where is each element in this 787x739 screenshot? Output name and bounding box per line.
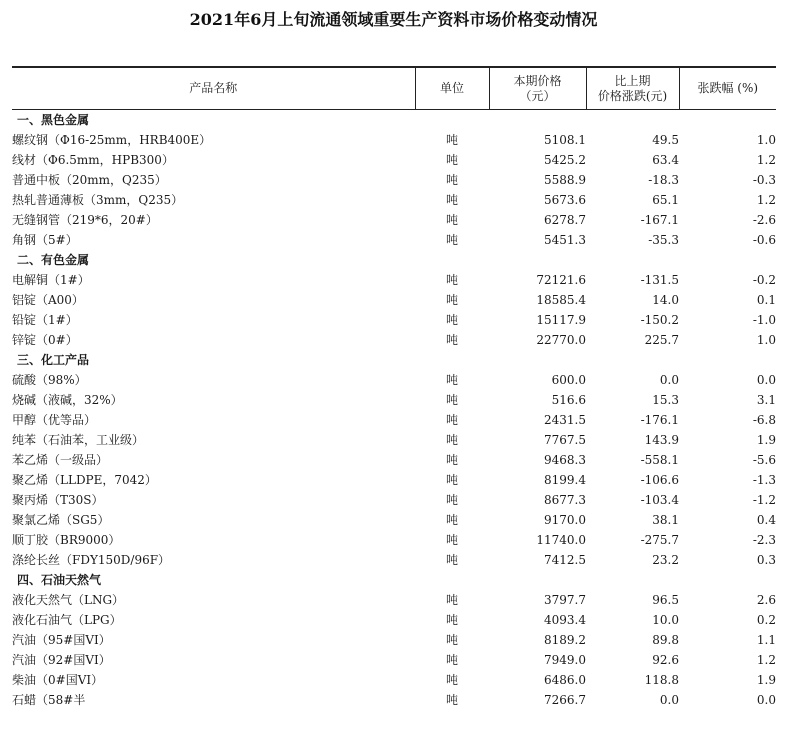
- product-name-cell: 涤纶长丝（FDY150D/96F）: [12, 553, 171, 567]
- header-change-percent: 张跌幅 (%): [679, 67, 776, 110]
- product-name-cell: 热轧普通薄板（3mm，Q235）: [12, 193, 184, 207]
- current-price-cell: 8677.3: [544, 493, 586, 507]
- price-change-cell: -176.1: [640, 413, 679, 427]
- current-price-cell: 3797.7: [544, 593, 586, 607]
- price-change-cell: 118.8: [644, 673, 679, 687]
- product-name-cell: 螺纹钢（Φ16-25mm，HRB400E）: [12, 133, 212, 147]
- current-price-cell: 72121.6: [536, 273, 586, 287]
- product-name-cell: 聚丙烯（T30S）: [12, 493, 104, 507]
- product-name-cell: 普通中板（20mm，Q235）: [12, 173, 167, 187]
- change-percent-cell: 1.2: [756, 153, 776, 167]
- current-price-cell: 5588.9: [544, 173, 586, 187]
- current-price-cell: 7266.7: [544, 693, 586, 707]
- price-change-cell: -35.3: [648, 233, 679, 247]
- change-percent-cell: -1.3: [752, 473, 776, 487]
- unit-cell: 吨: [445, 373, 458, 387]
- table-row: [12, 230, 776, 250]
- product-name-cell: 硫酸（98%）: [12, 373, 87, 387]
- table-header-row: [12, 67, 776, 110]
- current-price-cell: 22770.0: [536, 333, 586, 347]
- table-row: [12, 370, 776, 390]
- table-row: [12, 550, 776, 570]
- product-name-cell: 铅锭（1#）: [12, 313, 78, 327]
- header-product-name: 产品名称: [12, 67, 415, 110]
- unit-cell: 吨: [445, 613, 458, 627]
- unit-cell: 吨: [445, 213, 458, 227]
- price-change-cell: -275.7: [640, 533, 679, 547]
- unit-cell: 吨: [445, 273, 458, 287]
- change-percent-cell: 3.1: [756, 393, 776, 407]
- category-label: 二、有色金属: [17, 253, 90, 267]
- table-row: [12, 290, 776, 310]
- change-percent-cell: 0.3: [756, 553, 776, 567]
- unit-cell: 吨: [445, 293, 458, 307]
- table-row: [12, 210, 776, 230]
- change-percent-cell: 1.9: [756, 673, 776, 687]
- change-percent-cell: -2.6: [752, 213, 776, 227]
- price-change-cell: -167.1: [640, 213, 679, 227]
- current-price-cell: 9170.0: [544, 513, 586, 527]
- price-change-cell: -131.5: [640, 273, 679, 287]
- category-row: [12, 250, 776, 270]
- price-change-cell: -103.4: [640, 493, 679, 507]
- current-price-cell: 6278.7: [544, 213, 586, 227]
- table-row: [12, 630, 776, 650]
- unit-cell: 吨: [445, 593, 458, 607]
- product-name-cell: 液化石油气（LPG）: [12, 613, 122, 627]
- change-percent-cell: 1.2: [756, 653, 776, 667]
- product-name-cell: 聚乙烯（LLDPE，7042）: [12, 473, 157, 487]
- current-price-cell: 7412.5: [544, 553, 586, 567]
- change-percent-cell: -0.2: [752, 273, 776, 287]
- change-percent-cell: -6.8: [752, 413, 776, 427]
- product-name-cell: 烧碱（液碱，32%）: [12, 393, 123, 407]
- header-unit: 单位: [415, 67, 489, 110]
- change-percent-cell: 1.9: [756, 433, 776, 447]
- table-row: [12, 650, 776, 670]
- unit-cell: 吨: [445, 233, 458, 247]
- price-change-cell: 63.4: [652, 153, 679, 167]
- change-percent-cell: -0.6: [752, 233, 776, 247]
- current-price-cell: 4093.4: [544, 613, 586, 627]
- change-percent-cell: -2.3: [752, 533, 776, 547]
- product-name-cell: 无缝钢管（219*6，20#）: [12, 213, 158, 227]
- change-percent-cell: -1.2: [752, 493, 776, 507]
- price-change-cell: 96.5: [652, 593, 679, 607]
- table-row: [12, 510, 776, 530]
- unit-cell: 吨: [445, 193, 458, 207]
- unit-cell: 吨: [445, 333, 458, 347]
- price-change-cell: 143.9: [644, 433, 679, 447]
- header-price-change-line2: 价格涨跌(元): [597, 88, 668, 103]
- price-change-cell: 15.3: [652, 393, 679, 407]
- header-current-price-line1: 本期价格: [513, 73, 562, 88]
- price-change-cell: 65.1: [652, 193, 679, 207]
- price-table: [12, 66, 776, 710]
- current-price-cell: 11740.0: [536, 533, 586, 547]
- table-row: [12, 150, 776, 170]
- product-name-cell: 柴油（0#国VI）: [12, 673, 104, 687]
- unit-cell: 吨: [445, 553, 458, 567]
- price-change-cell: 92.6: [652, 653, 679, 667]
- unit-cell: 吨: [445, 153, 458, 167]
- header-price-change-line1: 比上期: [614, 73, 651, 88]
- price-change-cell: 38.1: [652, 513, 679, 527]
- price-change-cell: -558.1: [640, 453, 679, 467]
- price-change-cell: 10.0: [652, 613, 679, 627]
- product-name-cell: 角钢（5#）: [12, 233, 78, 247]
- current-price-cell: 5673.6: [544, 193, 586, 207]
- current-price-cell: 7767.5: [544, 433, 586, 447]
- product-name-cell: 纯苯（石油苯，工业级）: [12, 433, 145, 447]
- table-row: [12, 310, 776, 330]
- product-name-cell: 石蜡（58#半: [12, 693, 86, 707]
- change-percent-cell: 0.0: [756, 693, 776, 707]
- product-name-cell: 苯乙烯（一级品）: [12, 453, 109, 467]
- unit-cell: 吨: [445, 473, 458, 487]
- unit-cell: 吨: [445, 653, 458, 667]
- product-name-cell: 线材（Φ6.5mm，HPB300）: [12, 153, 174, 167]
- unit-cell: 吨: [445, 453, 458, 467]
- table-row: [12, 670, 776, 690]
- current-price-cell: 516.6: [551, 393, 586, 407]
- table-row: [12, 690, 776, 710]
- category-row: [12, 350, 776, 370]
- unit-cell: 吨: [445, 633, 458, 647]
- change-percent-cell: 2.6: [756, 593, 776, 607]
- table-row: [12, 130, 776, 150]
- change-percent-cell: 1.1: [756, 633, 776, 647]
- product-name-cell: 顺丁胶（BR9000）: [12, 533, 121, 547]
- change-percent-cell: -0.3: [752, 173, 776, 187]
- unit-cell: 吨: [445, 693, 458, 707]
- header-current-price-line2: （元）: [519, 88, 556, 103]
- current-price-cell: 5451.3: [544, 233, 586, 247]
- product-name-cell: 聚氯乙烯（SG5）: [12, 513, 110, 527]
- table-row: [12, 430, 776, 450]
- product-name-cell: 铝锭（A00）: [12, 293, 84, 307]
- unit-cell: 吨: [445, 313, 458, 327]
- price-change-cell: 49.5: [652, 133, 679, 147]
- unit-cell: 吨: [445, 533, 458, 547]
- category-label: 四、石油天然气: [17, 573, 102, 587]
- table-row: [12, 390, 776, 410]
- price-change-cell: 225.7: [644, 333, 679, 347]
- category-row: [12, 570, 776, 590]
- change-percent-cell: 0.4: [756, 513, 776, 527]
- change-percent-cell: 1.0: [756, 133, 776, 147]
- change-percent-cell: 0.1: [756, 293, 776, 307]
- price-change-cell: -106.6: [640, 473, 679, 487]
- table-row: [12, 190, 776, 210]
- table-row: [12, 410, 776, 430]
- current-price-cell: 7949.0: [544, 653, 586, 667]
- table-row: [12, 450, 776, 470]
- current-price-cell: 5108.1: [544, 133, 586, 147]
- table-row: [12, 530, 776, 550]
- current-price-cell: 8189.2: [544, 633, 586, 647]
- table-row: [12, 590, 776, 610]
- table-row: [12, 470, 776, 490]
- table-row: [12, 270, 776, 290]
- product-name-cell: 汽油（95#国VI）: [12, 633, 111, 647]
- product-name-cell: 甲醇（优等品）: [12, 413, 97, 427]
- current-price-cell: 2431.5: [544, 413, 586, 427]
- unit-cell: 吨: [445, 173, 458, 187]
- current-price-cell: 8199.4: [544, 473, 586, 487]
- price-change-cell: -150.2: [640, 313, 679, 327]
- price-change-cell: 14.0: [652, 293, 679, 307]
- unit-cell: 吨: [445, 393, 458, 407]
- change-percent-cell: 1.0: [756, 333, 776, 347]
- table-row: [12, 490, 776, 510]
- table-body: [12, 110, 776, 711]
- price-change-cell: 89.8: [652, 633, 679, 647]
- change-percent-cell: 0.0: [756, 373, 776, 387]
- current-price-cell: 9468.3: [544, 453, 586, 467]
- unit-cell: 吨: [445, 433, 458, 447]
- unit-cell: 吨: [445, 413, 458, 427]
- current-price-cell: 15117.9: [536, 313, 586, 327]
- change-percent-cell: 1.2: [756, 193, 776, 207]
- category-label: 一、黑色金属: [17, 113, 90, 127]
- price-change-cell: 0.0: [659, 373, 679, 387]
- category-row: [12, 110, 776, 131]
- change-percent-cell: -5.6: [752, 453, 776, 467]
- unit-cell: 吨: [445, 513, 458, 527]
- change-percent-cell: 0.2: [756, 613, 776, 627]
- product-name-cell: 电解铜（1#）: [12, 273, 90, 287]
- price-change-cell: 0.0: [659, 693, 679, 707]
- page-title: 2021年6月上旬流通领域重要生产资料市场价格变动情况: [189, 10, 598, 29]
- current-price-cell: 6486.0: [544, 673, 586, 687]
- current-price-cell: 5425.2: [544, 153, 586, 167]
- unit-cell: 吨: [445, 493, 458, 507]
- header-price-change: [586, 67, 679, 110]
- unit-cell: 吨: [445, 673, 458, 687]
- price-change-cell: 23.2: [652, 553, 679, 567]
- product-name-cell: 汽油（92#国VI）: [12, 653, 111, 667]
- current-price-cell: 600.0: [551, 373, 586, 387]
- unit-cell: 吨: [445, 133, 458, 147]
- table-row: [12, 330, 776, 350]
- table-row: [12, 610, 776, 630]
- header-current-price: [489, 67, 586, 110]
- table-row: [12, 170, 776, 190]
- price-change-cell: -18.3: [648, 173, 679, 187]
- change-percent-cell: -1.0: [752, 313, 776, 327]
- category-label: 三、化工产品: [17, 353, 90, 367]
- product-name-cell: 液化天然气（LNG）: [12, 593, 125, 607]
- current-price-cell: 18585.4: [536, 293, 586, 307]
- product-name-cell: 锌锭（0#）: [12, 333, 78, 347]
